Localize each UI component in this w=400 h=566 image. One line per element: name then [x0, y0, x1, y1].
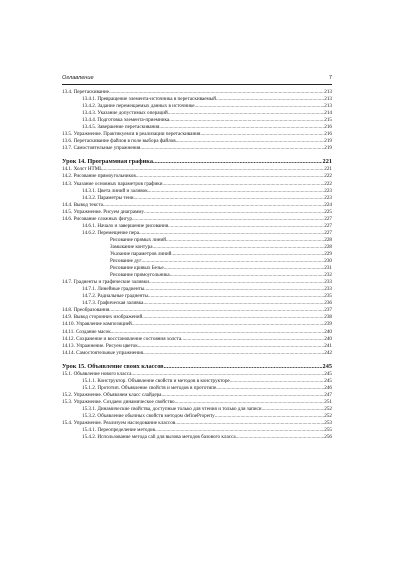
- toc-entry-page: 222: [324, 173, 332, 180]
- toc-entry-page: 228: [324, 236, 332, 243]
- toc-entry-title: Урок 14. Программная графика: [62, 158, 153, 166]
- toc-entry[interactable]: [62, 124, 332, 131]
- toc-leader-dots: [132, 216, 324, 223]
- toc-leader-dots: [131, 371, 323, 378]
- toc-leader-dots: [159, 124, 323, 131]
- toc-entry-title: 14.11. Создание масок: [62, 328, 111, 335]
- toc-leader-dots: [139, 230, 324, 237]
- toc-entry[interactable]: [62, 420, 332, 427]
- toc-entry-title: 14.3.2. Параметры тени: [82, 194, 134, 201]
- toc-entry[interactable]: [62, 350, 332, 357]
- toc-leader-dots: [236, 434, 324, 441]
- toc-leader-dots: [143, 350, 324, 357]
- toc-leader-dots: [216, 385, 324, 392]
- toc-leader-dots: [168, 110, 324, 117]
- toc-entry-title: 15.1. Объявление нового класса: [62, 370, 132, 377]
- toc-entry[interactable]: [62, 434, 332, 441]
- toc-entry[interactable]: [62, 96, 332, 103]
- toc-entry-title: 13.4.1. Превращение элемента-источника в перетаскиваемый: [82, 96, 216, 103]
- toc-entry-page: 241: [324, 342, 332, 349]
- toc-leader-dots: [169, 117, 324, 124]
- toc-entry-title: 13.4.4. Подготовка элемента-приемника: [82, 117, 170, 124]
- toc-entry[interactable]: [62, 406, 332, 413]
- toc-entry[interactable]: [62, 216, 332, 223]
- toc-entry-title: 15.3.1. Динамические свойства, доступные только для чтения и только для записи: [82, 405, 262, 412]
- toc-entry[interactable]: [62, 223, 332, 230]
- toc-entry-page: 238: [324, 314, 332, 321]
- toc-entry[interactable]: [62, 321, 332, 328]
- toc-entry[interactable]: [62, 230, 332, 237]
- toc-entry-page: 245: [324, 370, 332, 377]
- toc-leader-dots: [195, 103, 324, 110]
- toc-entry-page: 214: [324, 110, 332, 117]
- toc-entry-page: 225: [324, 208, 332, 215]
- toc-entry-page: 253: [324, 420, 332, 427]
- toc-entry-page: 219: [324, 138, 332, 145]
- toc-entry-page: 227: [324, 229, 332, 236]
- toc-entry-title: 14.6.1. Начало и завершение рисования: [82, 222, 169, 229]
- toc-entry[interactable]: [62, 237, 332, 244]
- toc-entry-page: 222: [324, 180, 332, 187]
- toc-entry[interactable]: [62, 166, 332, 173]
- toc-entry-page: 255: [324, 427, 332, 434]
- toc-entry-page: 219: [324, 145, 332, 152]
- toc-entry[interactable]: [62, 110, 332, 117]
- toc-entry[interactable]: [62, 399, 332, 406]
- toc-entry-title: Рисование прямоугольника: [110, 272, 170, 279]
- toc-entry-title: 13.4.5. Завершение перетаскивания: [82, 124, 160, 131]
- toc-entry-title: Рисование дуг: [110, 258, 142, 265]
- toc-leader-dots: [143, 300, 323, 307]
- toc-leader-dots: [136, 173, 324, 180]
- toc-entry-title: 14.1. Холст HTML: [62, 166, 103, 173]
- toc-entry[interactable]: [62, 117, 332, 124]
- toc-leader-dots: [262, 406, 324, 413]
- toc-entry-title: 14.4. Вывод текста: [62, 201, 103, 208]
- toc-entry-title: 14.5. Упражнение. Рисуем диаграмму: [62, 208, 145, 215]
- running-header: [62, 73, 332, 85]
- toc-entry[interactable]: [62, 244, 332, 251]
- toc-entry-title: 14.7.3. Графическая заливка: [82, 300, 144, 307]
- toc-entry-page: 215: [324, 117, 332, 124]
- toc-entry[interactable]: [62, 202, 332, 209]
- toc-entry-page: 213: [324, 89, 332, 95]
- toc-leader-dots: [142, 314, 324, 321]
- toc-entry-title: Урок 15. Объявление своих классов: [62, 362, 164, 370]
- toc-leader-dots: [200, 131, 323, 138]
- toc-entry-title: 13.4.2. Задание перемещаемых данных в источнике: [82, 103, 195, 110]
- toc-entry-title: 13.7. Самостоятельные упражнения: [62, 145, 141, 152]
- toc-leader-dots: [144, 286, 324, 293]
- toc-leader-dots: [144, 209, 324, 216]
- toc-entry-page: 231: [324, 265, 332, 272]
- toc-entry-page: 235: [324, 293, 332, 300]
- toc-entry[interactable]: [62, 251, 332, 258]
- header-title: Оглавление: [62, 75, 94, 81]
- toc-entry-title: 15.2. Упражнение. Объявляем класс слайдера: [62, 391, 162, 398]
- toc-entry-page: 245: [324, 377, 332, 384]
- toc-leader-dots: [166, 237, 324, 244]
- toc-entry-page: 246: [324, 384, 332, 391]
- toc-leader-dots: [161, 392, 323, 399]
- toc-leader-dots: [102, 166, 323, 173]
- toc-entry-title: 14.2. Рисование прямоугольников: [62, 173, 136, 180]
- toc-entry-title: 15.3. Упражнение. Создаем динамическое свойство: [62, 398, 175, 405]
- toc-entry-title: Рисование прямых линий: [110, 236, 166, 243]
- toc-entry-title: 15.1.2. Прототип. Объявление свойств и методов в прототипе: [82, 384, 217, 391]
- toc-entry-title: Замыкание контура: [110, 243, 153, 250]
- toc-entry-title: 15.4. Упражнение. Реализуем наследование классов: [62, 420, 176, 427]
- toc-entry-title: 15.4.1. Переопределение методов: [82, 427, 155, 434]
- toc-entry-page: 245: [322, 362, 332, 370]
- toc-entry-title: 13.4. Перетаскивание: [62, 89, 109, 95]
- toc-entry-page: 223: [324, 194, 332, 201]
- toc-leader-dots: [164, 265, 324, 272]
- toc-leader-dots: [181, 336, 324, 343]
- toc-entry-page: 237: [324, 307, 332, 314]
- toc-entry[interactable]: [62, 209, 332, 216]
- toc-entry[interactable]: [62, 329, 332, 336]
- toc-entry-page: 252: [324, 412, 332, 419]
- toc-entry-title: Указание параметров линий: [110, 250, 172, 257]
- toc-entry[interactable]: [62, 258, 332, 265]
- toc-leader-dots: [141, 258, 323, 265]
- toc-entry-title: 15.4.2. Использование метода call для вызова методов базового класса: [82, 434, 236, 441]
- toc-entry-title: 15.3.2. Объявление обычных свойств методом defineProperty: [82, 412, 215, 419]
- toc-entry-title: 14.8. Преобразования: [62, 307, 110, 314]
- toc-entry-page: 216: [324, 124, 332, 131]
- toc-leader-dots: [216, 96, 324, 103]
- toc-entry[interactable]: [62, 173, 332, 180]
- toc-entry-title: 15.1.1. Конструктор. Объявление свойств и методов в конструкторе: [82, 377, 230, 384]
- toc-leader-dots: [148, 293, 324, 300]
- toc-leader-dots: [111, 329, 324, 336]
- toc-entry[interactable]: [62, 392, 332, 399]
- toc-entry-title: 13.5. Упражнение. Практикуемся в реализации перетаскивания: [62, 131, 201, 138]
- toc-entry-page: 252: [324, 405, 332, 412]
- toc-entry-title: Рисование кривых Безье: [110, 265, 164, 272]
- toc-entry-page: 213: [324, 96, 332, 103]
- toc-entry[interactable]: [62, 89, 332, 96]
- toc-leader-dots: [140, 145, 323, 152]
- toc-leader-dots: [153, 244, 324, 251]
- toc-entry[interactable]: [62, 181, 332, 188]
- toc-entry[interactable]: [62, 265, 332, 272]
- toc-entry-title: 14.7.2. Радиальные градиенты: [82, 293, 148, 300]
- toc-entry-title: 14.6. Рисование сложных фигур: [62, 215, 132, 222]
- toc-entry-page: 242: [324, 349, 332, 356]
- toc-entry[interactable]: [62, 138, 332, 145]
- toc-leader-dots: [164, 363, 322, 371]
- toc-leader-dots: [163, 181, 324, 188]
- toc-entry-page: 251: [324, 398, 332, 405]
- toc-entry-title: 14.14. Самостоятельные упражнения: [62, 349, 143, 356]
- toc-leader-dots: [176, 138, 324, 145]
- toc-leader-dots: [171, 251, 323, 258]
- toc-entry-title: 14.12. Сохранение и восстановление состояния холста: [62, 335, 182, 342]
- toc-entry-page: 236: [324, 300, 332, 307]
- toc-entry-title: 13.6. Перетаскивание файлов в поле выбора файлов: [62, 138, 176, 145]
- toc-leader-dots: [138, 343, 324, 350]
- toc-entry-page: 227: [324, 215, 332, 222]
- toc-entry-page: 233: [324, 279, 332, 286]
- toc-entry-page: 232: [324, 272, 332, 279]
- toc-entry[interactable]: [62, 371, 332, 378]
- chapter-gap: [62, 152, 332, 155]
- toc-entry-page: 229: [324, 250, 332, 257]
- toc-entry-title: 14.3.1. Цвета линий и заливок: [82, 187, 148, 194]
- toc-entry-page: 240: [324, 335, 332, 342]
- toc-entry-title: 14.9. Вывод сторонних изображений: [62, 314, 143, 321]
- toc-entry-page: 230: [324, 258, 332, 265]
- toc-leader-dots: [175, 399, 324, 406]
- toc-entry-title: 14.7.1. Линейные градиенты: [82, 286, 145, 293]
- toc-leader-dots: [175, 420, 324, 427]
- toc-leader-dots: [230, 378, 324, 385]
- toc-entry-page: 213: [324, 103, 332, 110]
- toc-leader-dots: [149, 279, 324, 286]
- toc-entry-page: 256: [324, 434, 332, 441]
- toc-entry-title: 14.3. Указание основных параметров графики: [62, 180, 163, 187]
- toc-leader-dots: [109, 89, 324, 96]
- toc-leader-dots: [170, 272, 324, 279]
- header-page-number: 7: [328, 75, 332, 81]
- toc-entry-page: 216: [324, 131, 332, 138]
- toc-leader-dots: [153, 158, 322, 166]
- toc-entry[interactable]: [62, 413, 332, 420]
- toc-entry-title: 13.4.3. Указание допустимых операций: [82, 110, 168, 117]
- toc-entry-page: 247: [324, 391, 332, 398]
- toc-entry-page: 221: [322, 158, 332, 166]
- chapter-gap: [62, 357, 332, 360]
- toc-chapter-entry[interactable]: [62, 158, 332, 166]
- toc-leader-dots: [132, 321, 324, 328]
- toc-entry[interactable]: [62, 336, 332, 343]
- toc-leader-dots: [133, 195, 323, 202]
- toc-leader-dots: [215, 413, 324, 420]
- toc-leader-dots: [148, 188, 324, 195]
- toc-chapter-entry[interactable]: [62, 363, 332, 371]
- toc-entry-page: 239: [324, 321, 332, 328]
- toc-entry[interactable]: [62, 188, 332, 195]
- toc-entry-title: 14.10. Управление композицией: [62, 321, 132, 328]
- toc-entry-title: 14.6.2. Перемещение пера: [82, 229, 139, 236]
- toc-entry[interactable]: [62, 378, 332, 385]
- toc-entry-page: 228: [324, 243, 332, 250]
- toc-entry[interactable]: [62, 385, 332, 392]
- toc-entry-page: 227: [324, 222, 332, 229]
- toc-entry[interactable]: [62, 145, 332, 152]
- toc-entry-page: 224: [324, 201, 332, 208]
- toc-entry[interactable]: [62, 286, 332, 293]
- toc-entry[interactable]: [62, 195, 332, 202]
- table-of-contents: [62, 89, 332, 441]
- toc-leader-dots: [168, 223, 324, 230]
- toc-entry-title: 14.13. Упражнение. Рисуем цветок: [62, 342, 138, 349]
- toc-entry-page: 233: [324, 286, 332, 293]
- toc-entry[interactable]: [62, 343, 332, 350]
- toc-entry-page: 221: [324, 166, 332, 173]
- toc-entry-page: 223: [324, 187, 332, 194]
- toc-leader-dots: [103, 202, 324, 209]
- toc-entry-title: 14.7. Градиенты и графические заливки: [62, 279, 149, 286]
- toc-entry-page: 240: [324, 328, 332, 335]
